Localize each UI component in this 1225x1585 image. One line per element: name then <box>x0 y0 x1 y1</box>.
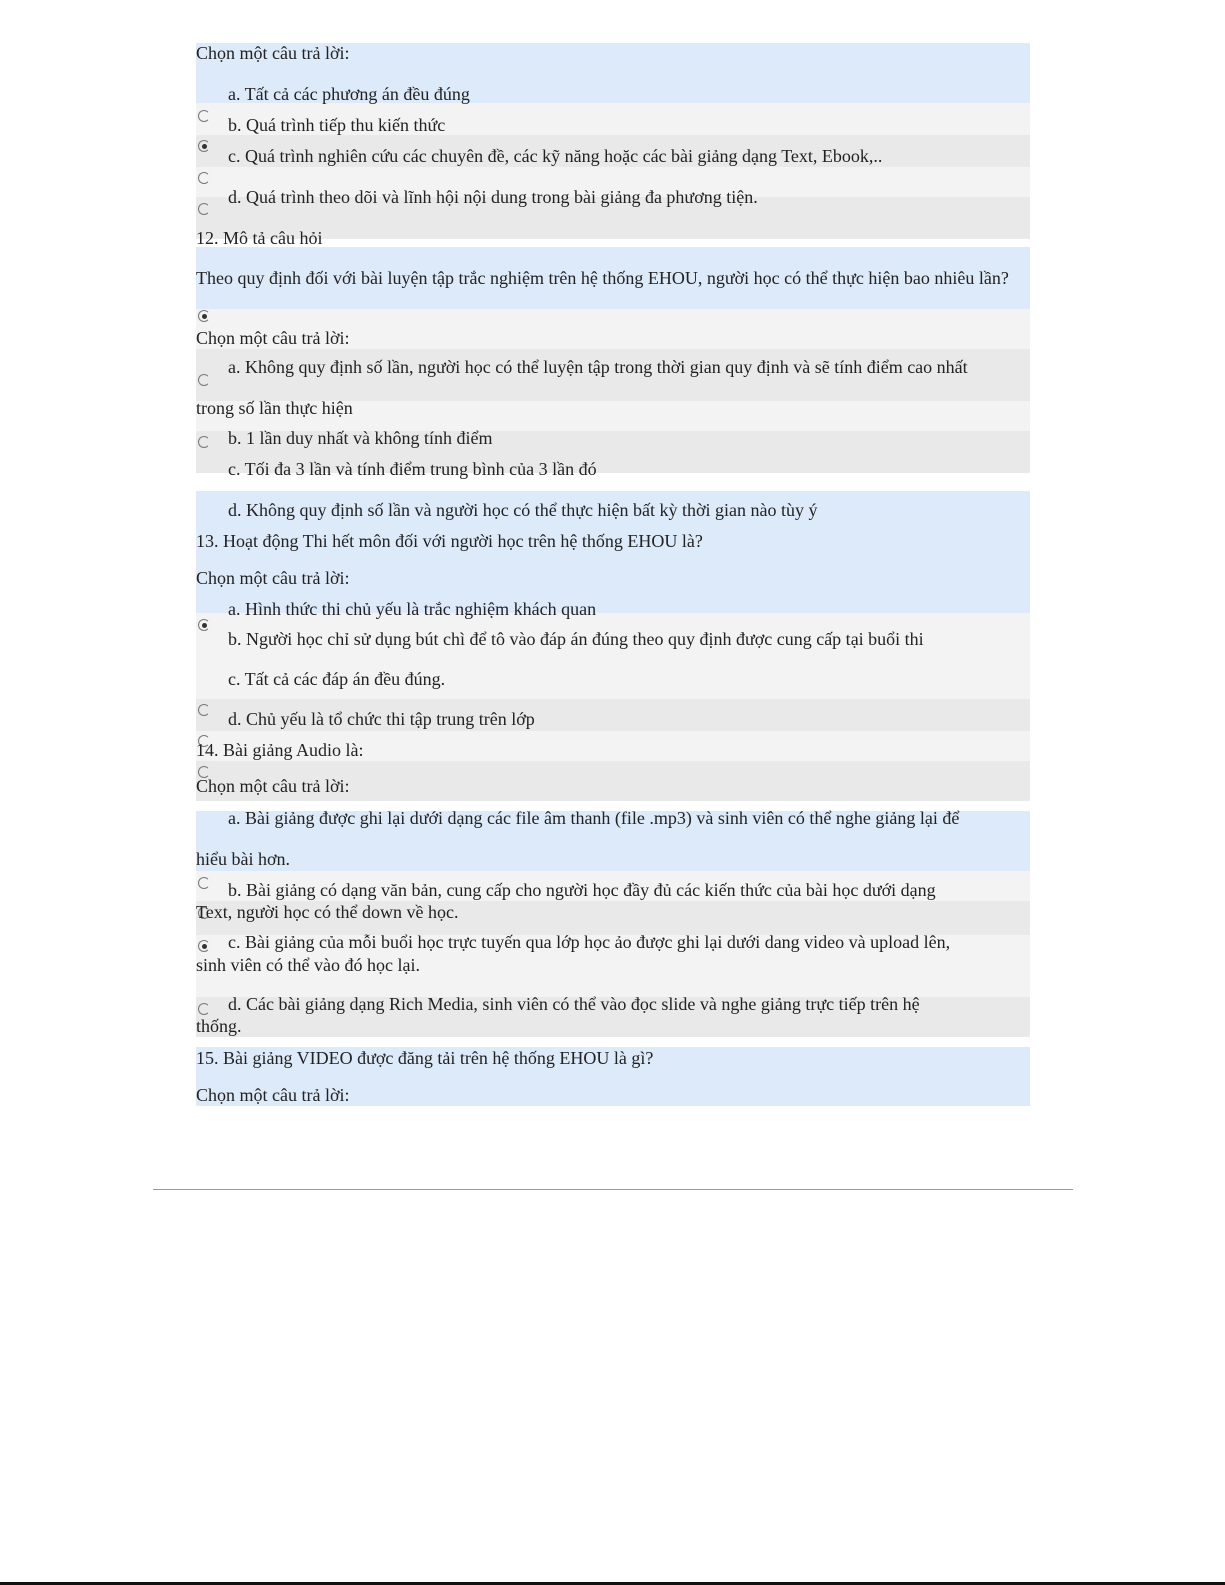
answer-option-a[interactable]: a. Không quy định số lần, người học có thể luyện tập trong thời gian quy định và sẽ tính điểm cao nhất <box>228 357 968 377</box>
answer-option-c[interactable]: c. Tất cả các đáp án đều đúng. <box>228 669 446 689</box>
answer-option-a[interactable]: a. Hình thức thi chủ yếu là trắc nghiệm khách quan <box>228 599 597 619</box>
answer-option-b-continued[interactable]: Text, người học có thể down về học. <box>196 902 459 922</box>
answer-option-d[interactable]: d. Các bài giảng dạng Rich Media, sinh viên có thể vào đọc slide và nghe giảng trực tiếp trên hệ <box>228 994 920 1014</box>
answer-option-d[interactable]: d. Chủ yếu là tổ chức thi tập trung trên lớp <box>228 709 535 729</box>
answer-option-d[interactable]: d. Quá trình theo dõi và lĩnh hội nội dung trong bài giảng đa phương tiện. <box>228 187 758 207</box>
question-title: 12. Mô tả câu hỏi <box>196 228 323 248</box>
answer-option-b[interactable]: b. Quá trình tiếp thu kiến thức <box>228 115 446 135</box>
radio-button[interactable] <box>198 436 211 449</box>
radio-button-selected[interactable] <box>198 140 211 153</box>
answer-option-a[interactable]: a. Tất cả các phương án đều đúng <box>228 84 470 104</box>
question-title: 15. Bài giảng VIDEO được đăng tải trên hệ thống EHOU là gì? <box>196 1048 654 1068</box>
answer-option-c[interactable]: c. Bài giảng của mỗi buổi học trực tuyến qua lớp học ảo được ghi lại dưới dang video và upload lên, <box>228 932 951 952</box>
answer-option-b[interactable]: b. 1 lần duy nhất và không tính điểm <box>228 428 493 448</box>
answer-option-a[interactable]: a. Bài giảng được ghi lại dưới dạng các file âm thanh (file .mp3) và sinh viên có thể nghe giảng lại để <box>228 808 960 828</box>
choose-answer-label: Chọn một câu trả lời: <box>196 1085 350 1105</box>
page-divider <box>153 1189 1073 1190</box>
radio-button[interactable] <box>198 877 211 890</box>
radio-button[interactable] <box>198 172 211 185</box>
radio-button-selected[interactable] <box>198 940 211 953</box>
choose-answer-label: Chọn một câu trả lời: <box>196 43 350 63</box>
answer-option-a-continued[interactable]: trong số lần thực hiện <box>196 398 353 418</box>
radio-button[interactable] <box>198 203 211 216</box>
choose-answer-label: Chọn một câu trả lời: <box>196 568 350 588</box>
answer-option-c-continued[interactable]: sinh viên có thể vào đó học lại. <box>196 955 420 975</box>
question-text: Theo quy định đối với bài luyện tập trắc nghiệm trên hệ thống EHOU, người học có thể thực hiện bao nhiêu lần? <box>196 268 1009 288</box>
answer-option-c[interactable]: c. Tối đa 3 lần và tính điểm trung bình của 3 lần đó <box>228 459 597 479</box>
answer-option-a-continued[interactable]: hiểu bài hơn. <box>196 849 290 869</box>
answer-option-b[interactable]: b. Bài giảng có dạng văn bản, cung cấp cho người học đầy đủ các kiến thức của bài học dưới dạng <box>228 880 936 900</box>
radio-button[interactable] <box>198 704 211 717</box>
radio-button[interactable] <box>198 374 211 387</box>
radio-button[interactable] <box>198 110 211 123</box>
radio-button-selected[interactable] <box>198 619 211 632</box>
answer-option-c[interactable]: c. Quá trình nghiên cứu các chuyên đề, các kỹ năng hoặc các bài giảng dạng Text, Ebook,.. <box>228 146 883 166</box>
answer-option-d-continued[interactable]: thống. <box>196 1016 242 1036</box>
answer-option-d[interactable]: d. Không quy định số lần và người học có thể thực hiện bất kỳ thời gian nào tùy ý <box>228 500 818 520</box>
radio-button-selected[interactable] <box>198 310 211 323</box>
choose-answer-label: Chọn một câu trả lời: <box>196 776 350 796</box>
question-title: 14. Bài giảng Audio là: <box>196 740 364 760</box>
question-title: 13. Hoạt động Thi hết môn đối với người học trên hệ thống EHOU là? <box>196 531 703 551</box>
answer-option-b[interactable]: b. Người học chỉ sử dụng bút chì để tô vào đáp án đúng theo quy định được cung cấp tại buổi thi <box>228 629 924 649</box>
choose-answer-label: Chọn một câu trả lời: <box>196 328 350 348</box>
